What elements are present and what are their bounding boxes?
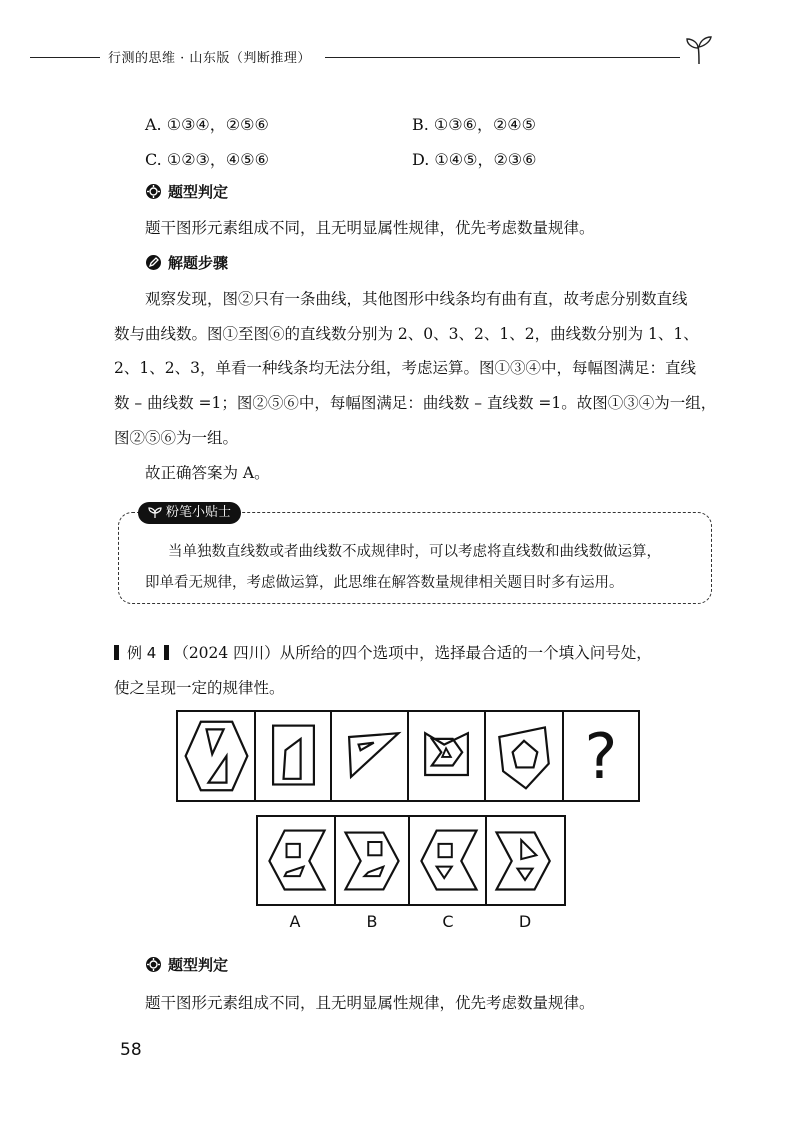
example-4-line-2: 使之呈现一定的规律性。 [114, 679, 285, 697]
tip-label [138, 502, 241, 524]
answer-figure-b[interactable] [334, 815, 411, 906]
steps-heading-label: 解题步骤 [168, 254, 229, 272]
type-heading [145, 181, 228, 202]
answer-figure-c[interactable] [408, 815, 488, 906]
steps-line-5: 图②⑤⑥为一组。 [114, 429, 239, 447]
figure-1 [176, 710, 257, 802]
answer-label-d: D [518, 912, 532, 931]
answer-label-a: A [289, 912, 301, 931]
gear-icon [145, 183, 162, 200]
answer-text: 故正确答案为 A。 [145, 464, 270, 482]
answer-label-b: B [366, 912, 378, 931]
answer-label-c: C [442, 912, 454, 931]
pencil-icon [145, 254, 162, 271]
tag-bar-right [164, 645, 169, 660]
header-rule-left [30, 57, 100, 58]
question-mark: ? [584, 719, 618, 793]
answer-figure-a[interactable] [256, 815, 337, 906]
tip-label-text: 粉笔小贴士 [166, 505, 232, 520]
steps-line-4: 数 – 曲线数 =1；图②⑤⑥中，每幅图满足：曲线数 – 直线数 =1。故图①③④为一组， [114, 394, 717, 412]
sprout-icon [682, 34, 716, 68]
header-title: 行测的思维 · 山东版（判断推理） [108, 51, 311, 66]
tag-bar-left [114, 645, 119, 660]
example-tag: 例 4 [127, 643, 157, 662]
option-a: A. ①③④，②⑤⑥ [145, 115, 269, 134]
type-heading-2-label: 题型判定 [168, 956, 229, 974]
figure-4 [407, 710, 487, 802]
type-text: 题干图形元素组成不同，且无明显属性规律，优先考虑数量规律。 [145, 219, 595, 237]
option-c: C. ①②③，④⑤⑥ [145, 150, 269, 169]
tip-line-2: 即单看无规律，考虑做运算，此思维在解答数量规律相关题目时多有运用。 [145, 575, 624, 591]
figure-3 [330, 710, 410, 802]
steps-line-2: 数与曲线数。图①至图⑥的直线数分别为 2、0、3、2、1、2，曲线数分别为 1、1、 [114, 325, 699, 343]
answer-figure-d[interactable] [485, 815, 566, 906]
example-4-line-1 [114, 641, 652, 663]
question-mark-cell [562, 710, 640, 802]
steps-heading [145, 252, 228, 273]
figure-2 [254, 710, 333, 802]
example-4-question: （2024 四川）从所给的四个选项中，选择最合适的一个填入问号处， [173, 644, 652, 662]
tip-line-1: 当单独数直线数或者曲线数不成规律时，可以考虑将直线数和曲线数做运算， [168, 544, 661, 560]
figure-5 [484, 710, 565, 802]
type-heading-2 [145, 954, 228, 975]
page-number: 58 [120, 1040, 142, 1060]
steps-line-1: 观察发现，图②只有一条曲线，其他图形中线条均有曲有直，故考虑分别数直线 [145, 290, 688, 308]
steps-line-3: 2、1、2、3，单看一种线条均无法分组，考虑运算。图①③④中，每幅图满足：直线 [114, 359, 696, 377]
type-heading-label: 题型判定 [168, 183, 229, 201]
header-rule-right [325, 57, 680, 58]
gear-icon [145, 956, 162, 973]
leaf-icon [148, 507, 162, 519]
option-d: D. ①④⑤，②③⑥ [412, 150, 537, 169]
option-b: B. ①③⑥，②④⑤ [412, 115, 536, 134]
type-text-2: 题干图形元素组成不同，且无明显属性规律，优先考虑数量规律。 [145, 994, 595, 1012]
